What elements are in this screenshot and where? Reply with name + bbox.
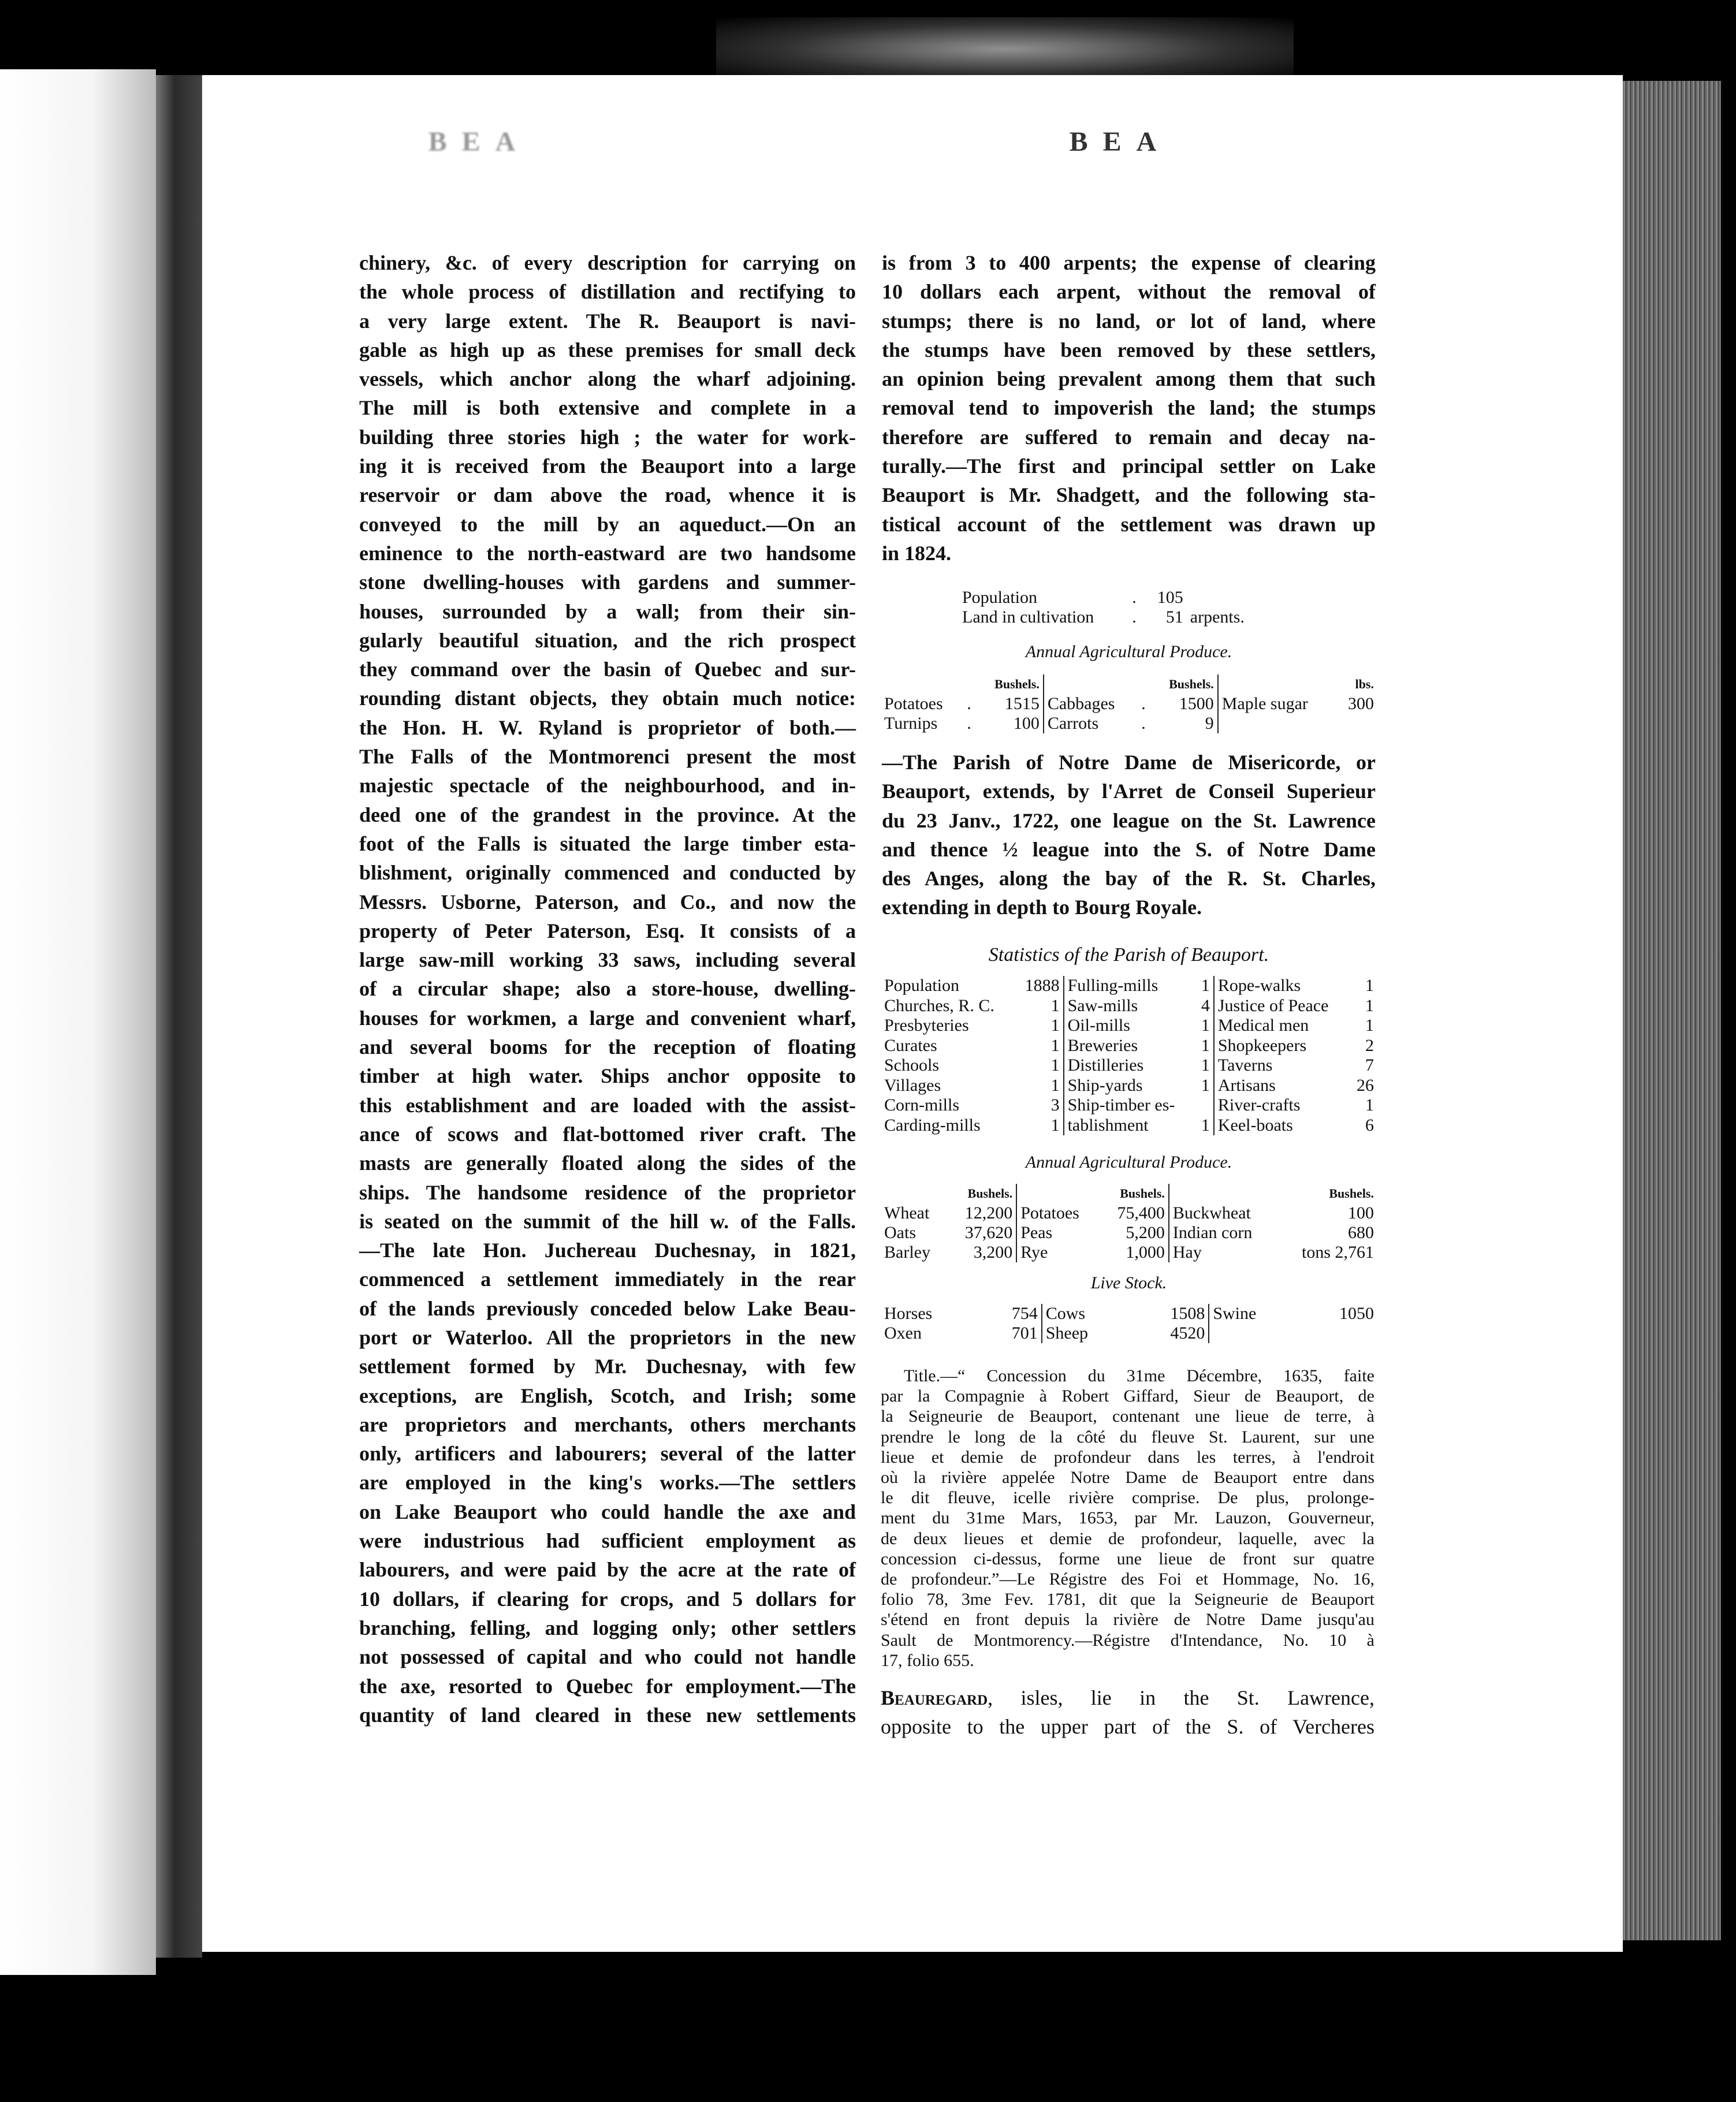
animal-count: 1050 [1339,1304,1374,1323]
stat-label: Curates [884,1035,937,1055]
text-line: exceptions, are English, Scotch, and Irish; some [359,1384,856,1407]
dots: . [967,714,971,733]
crop-name: Indian corn [1172,1223,1253,1242]
crop-name: Peas [1020,1223,1053,1242]
stat-label: Saw-mills [1067,996,1138,1015]
bushels-label: Bushels. [967,1186,1013,1201]
entry-text: opposite to the upper part of the S. of Vercheres [881,1715,1374,1738]
crop-value: 300 [1348,694,1374,713]
table-row [881,996,1377,1016]
stat-value: 1 [1365,1095,1374,1115]
text-line: vessels, which anchor along the wharf adjoining. [359,367,856,391]
text-line: turally.—The first and principal settler on Lake [882,454,1376,478]
text-line: commenced a settlement immediately in the rear [359,1268,856,1291]
stat-unit: arpents. [1190,608,1245,627]
text-line: removal tend to impoverish the land; the stumps [882,396,1376,420]
parish-paragraph [882,748,1376,922]
text-line: Beauport, extends, by l'Arret de Conseil Superieur [882,780,1376,803]
crop-name: Potatoes [884,694,943,713]
footnote-line: de deux lieues et demie de profondeur, laquelle, avec la [881,1529,1374,1548]
text-line: is from 3 to 400 arpents; the expense of clearing [882,251,1376,274]
table-row [959,588,1248,608]
crop-value: 3,200 [973,1243,1013,1262]
text-line: The mill is both extensive and complete in a [359,396,856,420]
footnote-line: par la Compagnie à Robert Giffard, Sieur de Beauport, de [881,1387,1374,1406]
stat-label: Land in cultivation [962,608,1094,627]
crop-name [1218,714,1336,733]
spacer [1169,1184,1278,1203]
crop-value: 75,400 [1117,1203,1165,1223]
text-line: building three stories high ; the water for work- [359,425,856,449]
text-line: des Anges, along the bay of the R. St. Charles, [882,867,1376,890]
text-line: the axe, resorted to Quebec for employment.—The [359,1674,856,1698]
entry-heading: Beauregard [881,1686,988,1709]
table-row [881,694,1377,714]
stat-label: Distilleries [1067,1056,1144,1075]
settlement-stats [959,588,1248,627]
text-line: ance of scows and flat-bottomed river craft. The [359,1122,856,1146]
bushels-label: Bushels. [1120,1186,1165,1201]
stat-value: 1 [1365,996,1374,1015]
page-fore-edge [1623,81,1721,1940]
text-line: stumps; there is no land, or lot of land, where [882,309,1376,333]
text-line: in 1824. [882,541,952,565]
text-line: Beauport is Mr. Shadgett, and the following sta- [882,483,1376,507]
text-line: chinery, &c. of every description for carrying on [359,251,856,274]
stat-value: 1 [1365,1016,1374,1035]
crop-name: Maple sugar [1221,694,1308,713]
text-line: houses for workmen, a large and convenient wharf, [359,1006,856,1030]
text-line: branching, felling, and logging only; other settlers [359,1616,856,1639]
text-line: the Hon. H. W. Ryland is proprietor of both.— [359,715,856,739]
stat-label: Ship-timber es- [1067,1095,1175,1115]
table-row [881,1223,1377,1243]
stat-label: Artisans [1217,1075,1276,1095]
table-row [881,1116,1377,1136]
crop-name: Rye [1020,1243,1048,1262]
stat-dots: . [1132,588,1137,607]
stat-label: Villages [884,1075,941,1095]
text-line: quantity of land cleared in these new settlements [359,1703,856,1727]
text-line: port or Waterloo. All the proprietors in the new [359,1325,856,1349]
parish-stats [881,976,1377,1135]
stat-value: 1 [1050,1016,1060,1035]
stat-value: 1 [1365,976,1374,995]
table-row [881,674,1377,694]
stat-label: Schools [884,1056,940,1075]
stat-value: 1 [1050,1035,1060,1055]
title-footnote [881,1366,1374,1671]
beauregard-entry [881,1683,1374,1741]
stat-value: 3 [1050,1095,1060,1115]
dots: . [1141,694,1146,713]
text-line: gable as high up as these premises for small deck [359,338,856,361]
text-line: masts are generally floated along the sides of the [359,1151,856,1175]
animal-name: Swine [1213,1304,1257,1323]
entry-text: , isles, lie in the St. Lawrence, [988,1686,1374,1709]
scan-shadow [716,17,1294,81]
crop-name: Hay [1172,1243,1202,1262]
stat-value: 1 [1050,1115,1060,1135]
crop-name: Cabbages [1047,694,1115,713]
text-line: and several booms for the reception of floating [359,1035,856,1059]
text-line: and thence ½ league into the S. of Notre Dame [882,837,1376,861]
stat-label: Justice of Peace [1217,996,1329,1015]
crop-value: 12,200 [964,1203,1013,1223]
text-line: therefore are suffered to remain and decay na- [882,425,1376,449]
text-line: property of Peter Paterson, Esq. It consists of a [359,919,856,942]
table-row [881,1243,1377,1262]
crop-value: 680 [1348,1223,1374,1242]
text-line: of a circular shape; also a store-house, dwelling- [359,977,856,1001]
text-line: reservoir or dam above the road, whence it is [359,483,856,507]
stat-value: 51 [1165,608,1183,627]
crop-name: Oats [884,1223,916,1242]
stat-value: 1 [1201,1115,1210,1135]
crop-value: 1515 [1004,694,1040,713]
crop-value: 100 [1348,1203,1374,1223]
animal-name [1209,1324,1301,1343]
table-row [959,608,1248,627]
footnote-line: s'étend en front depuis la rivière de Notre Dame jusqu'au [881,1610,1374,1630]
text-line: gularly beautiful situation, and the rich prospect [359,628,856,652]
text-line: —The Parish of Notre Dame de Misericorde, or [882,751,1376,774]
text-line: stone dwelling-houses with gardens and summer- [359,571,856,594]
text-line: large saw-mill working 33 saws, including several [359,948,856,972]
stat-label: Medical men [1217,1016,1309,1035]
text-line: deed one of the grandest in the province. At the [359,803,856,826]
text-line: houses, surrounded by a wall; from their sin- [359,599,856,623]
facing-page-edge [0,69,156,1975]
table-row [881,1184,1377,1203]
text-line: Messrs. Usborne, Paterson, and Co., and now the [359,890,856,914]
crop-value: 1500 [1179,694,1214,713]
stat-value: 1888 [1025,976,1060,995]
right-text-column [882,248,1376,568]
stat-value: 4 [1201,996,1210,1015]
spacer [881,1184,948,1203]
text-line: ing it is received from the Beauport into a large [359,454,856,478]
footnote-line: où la rivière appelée Notre Dame de Beauport entre dans [881,1468,1374,1488]
footnote-line: 17, folio 655. [881,1650,974,1670]
table-row [881,714,1377,733]
footnote-line: lieue et demie de profondeur dans les terres, à l'endroit [881,1447,1374,1467]
text-line: blishment, originally commenced and conducted by [359,861,856,885]
text-line: tistical account of the settlement was drawn up [882,512,1376,536]
stat-label: tablishment [1067,1115,1149,1135]
parish-stats-title: Statistics of the Parish of Beauport. [988,944,1269,966]
table-row [881,1016,1377,1036]
text-line: The Falls of the Montmorenci present the most [359,745,856,769]
stat-label: Corn-mills [884,1095,960,1115]
stat-value: 6 [1365,1115,1374,1135]
text-line: settlement formed by Mr. Duchesnay, with few [359,1355,856,1378]
table-row [881,1095,1377,1116]
livestock [881,1304,1377,1343]
crop-name: Wheat [884,1203,930,1223]
parish-produce-table [881,1184,1377,1262]
stat-value: 1 [1050,1056,1060,1075]
footnote-line: folio 78, 3me Fev. 1781, dit que la Seigneurie de Beauport [881,1590,1374,1609]
stat-label: Carding-mills [884,1115,981,1135]
stat-label: Rope-walks [1217,976,1301,995]
text-line: is seated on the summit of the hill w. of the Falls. [359,1209,856,1233]
crop-value: 9 [1205,714,1214,733]
text-line: extending in depth to Bourg Royale. [882,896,1202,919]
running-head-left: BEA [428,126,531,157]
text-line: ships. The handsome residence of the proprietor [359,1180,856,1204]
crop-name: Potatoes [1020,1203,1079,1223]
stat-value: 1 [1050,1075,1060,1095]
lbs-label: lbs. [1355,677,1374,691]
text-line: a very large extent. The R. Beauport is navi- [359,309,856,333]
footnote-line: le dit fleuve, icelle rivière comprise. De plus, prolonge- [881,1488,1374,1508]
stat-label: Oil-mills [1067,1016,1130,1035]
table-row [881,1036,1377,1056]
spacer [1016,1184,1100,1203]
animal-count: 4520 [1170,1324,1205,1343]
crop-name: Barley [884,1243,930,1262]
stat-value: 1 [1050,996,1060,1015]
crop-value: 100 [1013,714,1040,733]
text-line: conveyed to the mill by an aqueduct.—On an [359,512,856,536]
running-head-right: BEA [1069,126,1172,157]
animal-name: Cows [1045,1304,1086,1323]
stat-value: 1 [1201,976,1210,995]
animal-count: 1508 [1170,1304,1205,1323]
table-row [881,1056,1377,1076]
text-line: not possessed of capital and who could not handle [359,1645,856,1669]
text-line: the stumps have been removed by these settlers, [882,338,1376,361]
settlement-stats-table [959,588,1248,627]
dots: . [1141,714,1146,733]
stat-label: Shopkeepers [1217,1035,1307,1055]
stat-value: 1 [1201,1016,1210,1035]
settlement-produce-title: Annual Agricultural Produce. [1025,642,1232,661]
stat-label: Ship-yards [1067,1075,1143,1095]
stat-label: Taverns [1217,1056,1273,1075]
stat-dots: . [1132,608,1137,627]
stat-value: 1 [1201,1035,1210,1055]
stat-label: Keel-boats [1217,1115,1293,1135]
text-line: rounding distant objects, they obtain much notice: [359,687,856,710]
table-row [881,1304,1377,1324]
text-line: are proprietors and merchants, others merchants [359,1412,856,1436]
crop-name: Buckwheat [1172,1203,1251,1223]
dots: . [967,694,971,713]
text-line: were industrious had sufficient employment as [359,1529,856,1553]
stat-value: 2 [1365,1035,1374,1055]
text-line: majestic spectacle of the neighbourhood, and in- [359,774,856,797]
settlement-produce-table [881,674,1377,733]
stat-label: Presbyteries [884,1016,969,1035]
animal-count [1302,1324,1377,1343]
livestock-table [881,1304,1377,1343]
crop-name: Turnips [884,714,938,733]
animal-name: Oxen [884,1324,922,1343]
animal-name: Sheep [1045,1324,1089,1343]
text-line: —The late Hon. Juchereau Duchesnay, in 1821, [359,1239,856,1262]
footnote-line: concession ci-dessus, forme une lieue de front sur quatre [881,1549,1374,1568]
parish-stats-table [881,976,1377,1135]
text-line: an opinion being prevalent among them that such [882,367,1376,391]
text-line: 10 dollars, if clearing for crops, and 5 dollars for [359,1587,856,1611]
table-row [881,976,1377,996]
stat-value: 26 [1357,1075,1374,1095]
stat-value: 7 [1365,1056,1374,1075]
stat-value [1195,1095,1213,1116]
stat-unit [1187,588,1248,608]
book-gutter [156,75,202,1958]
table-row [881,1076,1377,1096]
table-row [881,1324,1377,1343]
text-line: they command over the basin of Quebec and sur- [359,658,856,681]
stat-value: 1 [1201,1075,1210,1095]
livestock-title: Live Stock. [1090,1273,1167,1292]
text-line: only, artificers and labourers; several of the latter [359,1442,856,1466]
stat-value: 1 [1201,1056,1210,1075]
footnote-line: de profondeur.”—Le Régistre des Foi et Hommage, No. 16, [881,1570,1374,1589]
text-line: of the lands previously conceded below Lake Beau- [359,1296,856,1320]
footnote-line: ment du 31me Mars, 1653, par Mr. Lauzon, Gouverneur, [881,1508,1374,1528]
text-line: are employed in the king's works.—The settlers [359,1471,856,1494]
parish-produce [881,1184,1377,1262]
left-text-column [359,248,856,1730]
crop-value: 1,000 [1126,1243,1165,1262]
crop-value: 37,620 [964,1223,1013,1242]
text-line: this establishment and are loaded with the assist- [359,1093,856,1117]
crop-value: 5,200 [1126,1223,1165,1242]
parish-produce-title: Annual Agricultural Produce. [1025,1153,1232,1172]
stat-label: Population [884,976,960,995]
crop-name: Carrots [1047,714,1099,733]
text-line: timber at high water. Ships anchor opposite to [359,1064,856,1088]
stat-label: Breweries [1067,1035,1138,1055]
stat-label: Fulling-mills [1067,976,1158,995]
animal-count: 754 [1011,1304,1038,1323]
text-line: on Lake Beauport who could handle the axe and [359,1500,856,1523]
text-line: foot of the Falls is situated the large timber esta- [359,832,856,855]
animal-count: 701 [1011,1324,1038,1343]
text-line: eminence to the north-eastward are two handsome [359,541,856,565]
footnote-line: prendre le long de la côté du fleuve St. Laurent, sur une [881,1427,1374,1447]
bushels-label: Bushels. [1169,677,1214,691]
bushels-label: Bushels. [1329,1186,1374,1201]
crop-value [1336,714,1377,733]
footnote-line: Sault de Montmorency.—Régistre d'Intendance, No. 10 à [881,1630,1374,1650]
stat-value: 105 [1157,588,1183,607]
table-row [881,1203,1377,1223]
animal-name: Horses [884,1304,933,1323]
stat-label: Population [962,588,1038,607]
text-line: the whole process of distillation and rectifying to [359,280,856,304]
text-line: du 23 Janv., 1722, one league on the St. Lawrence [882,808,1376,832]
bushels-label: Bushels. [994,677,1040,691]
text-line: 10 dollars each arpent, without the removal of [882,280,1376,304]
footnote-line: la Seigneurie de Beauport, contenant une lieue de terre, à [881,1407,1374,1426]
stat-label: Churches, R. C. [884,996,994,1015]
footnote-line: Title.—“ Concession du 31me Décembre, 1635, faite [904,1366,1374,1385]
crop-value: tons 2,761 [1301,1243,1374,1262]
text-line: labourers, and were paid by the acre at the rate of [359,1558,856,1582]
settlement-produce [881,674,1377,733]
stat-label: River-crafts [1217,1095,1301,1115]
